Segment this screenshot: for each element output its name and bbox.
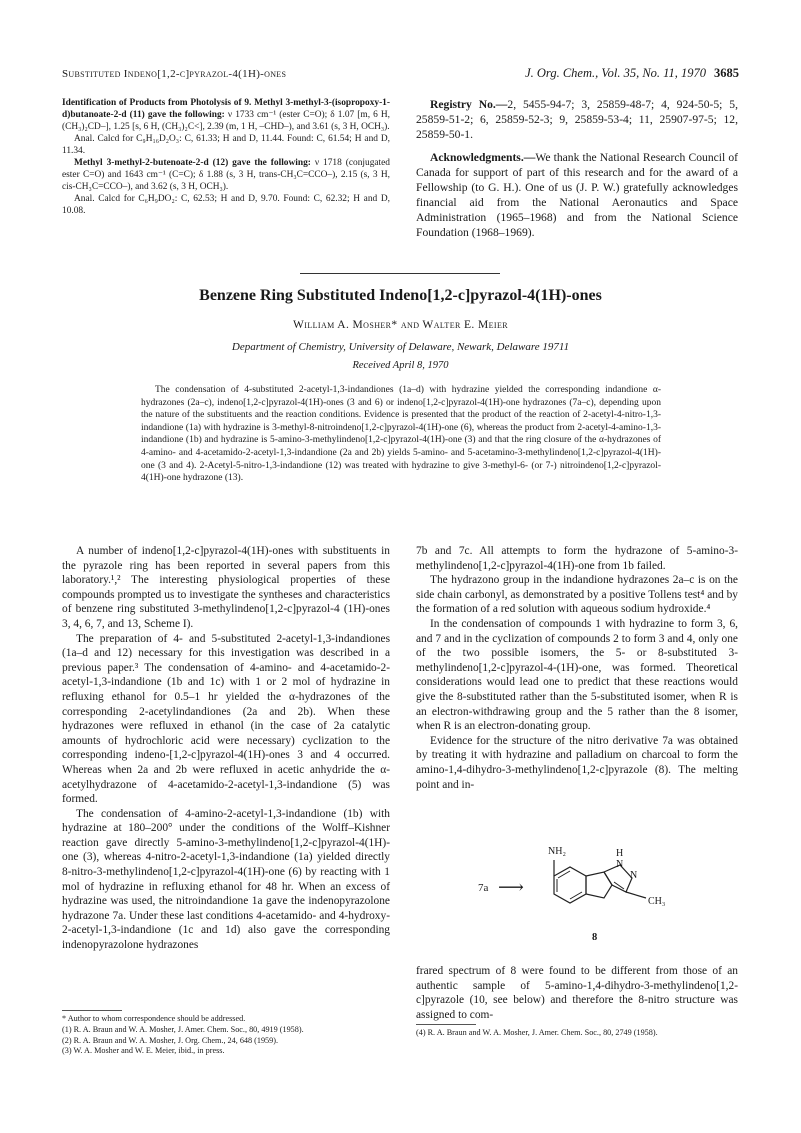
top-right-registry [416,97,738,240]
footnote-rule [62,1010,122,1011]
butenoate-data: ν 1718 (conjugated ester C=O) and 1643 cm⁻¹ (C=C); δ 1.88 (s, 3 H, trans-CH₃C=CCO–), 2.15 (s, 3 H, cis-CH₃C=CCO–), and 3.62 (s, 3 H, OCH₃). [62,158,390,192]
butenoate-heading: Methyl 3-methyl-2-butenoate-2-d (12) gave the following: [74,158,311,168]
reaction-arrow: ⟶ [498,877,524,897]
compound-number: 8 [592,932,598,943]
ch3-label: CH₃ [648,896,666,907]
body-left-p1: A number of indeno[1,2-c]pyrazol-4(1H)-ones with substituents in the pyrazole ring has been reported in several papers from this laboratory.¹,² The interesting physiological properties of these compounds prompted us to investigate the syntheses and characteristics of benzene ring substituted 3-methylindeno[1,2-c]pyrazol-4 (1H)-ones 3, 4, 6, 7, and 13, Scheme I). [62,545,390,630]
received-date: Received April 8, 1970 [352,360,449,371]
footnotes-left [62,1010,390,1057]
h-label: H [616,848,624,859]
registry-label: Registry No.— [430,98,508,111]
footnote-2: (2) R. A. Braun and W. A. Mosher, J. Org. Chem., 24, 648 (1959). [62,1035,279,1045]
body-right-p5: frared spectrum of 8 were found to be different from those of an authentic sample of 5-amino-1,4-dihydro-3-methylindeno[1,2-c]pyrazole (10, see below) and therefore the 8-nitro structure was assigned to com- [416,965,738,1021]
top-left-experimental [62,97,390,217]
body-right-p1: 7b and 7c. All attempts to form the hydrazone of 5-amino-3-methylindeno[1,2-c]pyrazol-4(1H)-one from 1b failed. [416,545,738,572]
ack-label: Acknowledgments.— [430,151,536,164]
footnote-rule-right [416,1024,476,1025]
photolysis-heading: Identification of Products from Photolysis of 9. Methyl 3-methyl-3-(isopropoxy-1-d)butanoate-2-d (11) gave the following: [62,98,390,120]
article-divider [300,273,500,274]
body-left-p2: The preparation of 4- and 5-substituted 2-acetyl-1,3-indandiones (1a–d and 12) necessary for this investigation was described in a previous paper.³ The condensation of 4-amino- and 4-acetamido-2-acetyl-1,3-indandione (1b and 1c) with 1 or 2 mol of hydrazine in refluxing ethanol for 0.5–1 hr yielded the α-hydrazones of the corresponding 2-acetylindandiones (2a and 2b). When these hydrazones were refluxed in ethanol (in the case of 2a catalytic amounts of hydrochloric acid were necessary) cyclization to the corresponding indeno-[1,2-c]pyrazol-4(1H)-ones 3 and 4 occurred. Whereas when 2a and 2b were refluxed in acetic anhydride the α-acetylhydrazone of 4-acetamido-2-acetyl-1,3-indandione (5) was formed. [62,632,390,806]
article-affiliation: Department of Chemistry, University of Delaware, Newark, Delaware 19711 [231,341,570,353]
article-title: Benzene Ring Substituted Indeno[1,2-c]pyrazol-4(1H)-ones [199,287,602,304]
article-authors: William A. Mosher* and Walter E. Meier [293,319,508,331]
n1-label: N [616,859,624,870]
body-right-p2: The hydrazono group in the indandione hydrazones 2a–c is on the side chain carbonyl, as demonstrated by a positive Tollens test⁴ and by the formation of a red solution with aqueous sodium hydroxide.⁴ [416,574,738,616]
anal-11: Anal. Calcd for C₉H₁₆D₂O₃: C, 61.33; H and D, 11.44. Found: C, 61.54; H and D, 11.34. [62,134,390,156]
page-number: 3685 [714,66,739,80]
journal-citation [525,66,739,81]
abstract: The condensation of 4-substituted 2-acetyl-1,3-indandiones (1a–d) with hydrazine yielded the corresponding indandione α-hydrazones (2a–c), indeno[1,2-c]pyrazol-4(1H)-ones (3 and 6) or indeno[1,2-c]pyrazol-4(1H)-one hydrazones (7a–c), depending upon the nature of the substituents and the reaction conditions. Evidence is presented that the product of the reaction of 2-acetyl-4-nitro-1,3-indandione (1a) with hydrazine is 3-methyl-8-nitroindeno[1,2-c]pyrazol-4(1H)-one (6), whereas the product from 2-acetyl-4-amino-1,3-indandione (1b) and hydrazine is 5-amino-3-methylindeno[1,2-c]pyrazol-4(1H)-one (3) and that the ring closure of the α-hydrazones of 4-amino- and 4-acetamido-2-acetyl-1,3-indandione (2a and 2b) yields 5-amino- and 5-acetamino-3-methylindeno[1,2-c]pyrazol-4(1H)-one (3 and 4). 2-Acetyl-5-nitro-1,3-indandione (12) was treated with hydrazine to give 3-methyl-6- (or 7-) nitroindeno[1,2-c]pyrazol-4(1H)-one hydrazone (13). [141,385,661,484]
n2-label: N [630,870,638,881]
body-right-p3: In the condensation of compounds 1 with hydrazine to form 3, 6, and 7 and in the cyclization of compounds 2 to form 3 and 4, only one of the two possible isomers, the 5- or 8-substituted 3-methylindeno[1,2-c]pyrazol-4-(1H)-one, was formed. Theoretical considerations would lead one to predict that these reactions would give the 8-substituted rather than the 5-substituted isomer, when R is an electron-withdrawing group and the 5 rather than the 8 isomer, when R is an electron-donating group. [416,617,738,733]
journal-name: J. Org. Chem., Vol. 35, No. 11, 1970 [525,66,706,80]
footnote-4: (4) R. A. Braun and W. A. Mosher, J. Amer. Chem. Soc., 80, 2749 (1958). [416,1028,658,1037]
footnotes-right [416,1024,738,1039]
body-left-p3: The condensation of 4-amino-2-acetyl-1,3-indandione (1b) with hydrazine at 180–200° under the conditions of the Wolff–Kishner reaction gave directly 5-amino-3-methylindeno[1,2-c]pyrazol-4(1H)-one (3), whereas 4-nitro-2-acetyl-1,3-indandione (1a) yielded directly 8-nitro-3-methylindeno[1,2-c]pyrazol-4(1H)-one (6) by reacting with 1 mol of hydrazine in refluxing ethanol for 48 hr. When an excess of hydrazine was used, the nitroindandione 1a gave the indenopyrazolone hydrazone 7a. Under these last conditions 4-acetamido- and 4-hydroxy-2-acetyl-1,3-indandione (1c and 1d) also gave the corresponding indenopyrazolone hydrazones [62,807,390,952]
body-left-column [62,544,390,953]
reactant-label: 7a [478,882,489,894]
anal-12: Anal. Calcd for C₆H₉DO₂: C, 62.53; H and D, 9.70. Found: C, 62.32; H and D, 10.08. [62,194,390,216]
body-right-p4: Evidence for the structure of the nitro derivative 7a was obtained by treating it with hydrazine and palladium on charcoal to form the amino-1,4-dihydro-3-methylindeno[1,2-c]pyrazole (8). The melting point and in- [416,734,738,791]
ack-text: We thank the National Research Council of Canada for support of part of this research and for the award of a Fellowship (to G. H.). One of us (J. P. W.) gratefully acknowledges financial aid from the National Aeronautics and Space Administration (1965–1968) and from the National Science Foundation (1968–1969). [416,151,738,239]
running-title: Substituted Indeno[1,2-c]pyrazol-4(1H)-ones [62,68,287,80]
body-right-column-top [416,544,738,792]
photolysis-data: ν 1733 cm⁻¹ (ester C=O); δ 1.07 [m, 6 H, (CH₃)₂CD–], 1.25 [s, 6 H, (CH₃)₂C<], 2.39 (m, 1 H, –CHD–), and 3.61 (s, 3 H, OCH₃). [62,110,390,132]
footnote-3: (3) W. A. Mosher and W. E. Meier, ibid., in press. [62,1046,225,1056]
reaction-scheme [470,846,730,948]
footnote-1: (1) R. A. Braun and W. A. Mosher, J. Amer. Chem. Soc., 80, 4919 (1958). [62,1024,304,1034]
registry-numbers: 2, 5455-94-7; 3, 25859-48-7; 4, 924-50-5; 5, 25859-51-2; 6, 25859-52-3; 9, 25859-53-4; 11, 25907-97-5; 12, 25859-50-1. [416,98,738,141]
body-right-column-bottom [416,964,738,1022]
footnote-corresponding: * Author to whom correspondence should be addressed. [62,1014,246,1023]
nh2-label: NH₂ [548,846,566,857]
